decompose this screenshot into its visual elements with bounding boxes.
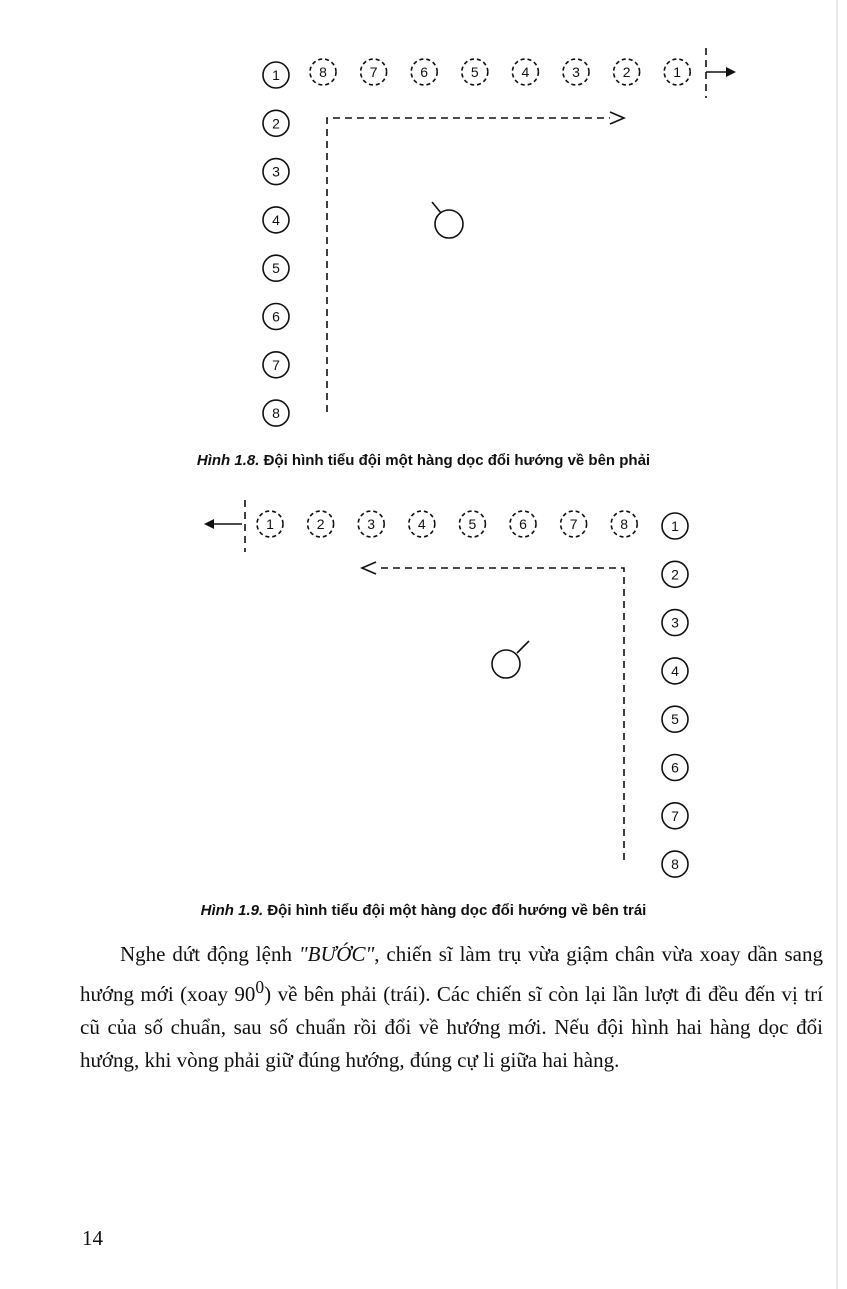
soldier-5-new-position-number: 5 (470, 64, 479, 80)
figure-1-9-diagram (0, 480, 847, 900)
figure-1-8-caption-text: Đội hình tiểu đội một hàng dọc đổi hướng về bên phải (263, 452, 651, 469)
squad-leader-symbol (492, 650, 520, 678)
squad-leader-facing-tick (432, 202, 441, 213)
body-text-pre: Nghe dứt động lệnh (120, 942, 299, 966)
soldier-5-new-position-number: 5 (468, 516, 477, 532)
body-text-post: ) về bên phải (trái). Các chiến sĩ còn lại lần lượt đi đều đến vị trí cũ của số chuẩn, sau số chuẩn rồi đổi về hướng mới. Nếu đội hình hai hàng dọc đổi hướng, khi vòng phải giữ đúng hướng, đúng cự li giữa hai hàng. (80, 982, 823, 1072)
soldier-2-new-position-number: 2 (316, 516, 325, 532)
soldier-1-column-number: 1 (272, 67, 280, 83)
figure-1-8-diagram (0, 0, 847, 445)
soldier-1-new-position-number: 1 (673, 64, 682, 80)
soldier-4-new-position-number: 4 (417, 516, 426, 532)
soldier-7-new-position-number: 7 (369, 64, 378, 80)
movement-arrow-head (610, 112, 624, 124)
soldier-4-column-number: 4 (671, 662, 679, 679)
figure-1-8-caption-label: Hình 1.8. (196, 452, 260, 469)
command-word: "BƯỚC" (298, 942, 375, 966)
soldier-1-column-number: 1 (671, 518, 679, 534)
soldier-7-column-number: 7 (671, 807, 679, 824)
soldier-6-new-position-number: 6 (519, 516, 527, 532)
soldier-3-new-position-number: 3 (367, 516, 376, 532)
soldier-6-column-number: 6 (671, 759, 679, 776)
facing-arrow-head (726, 67, 736, 77)
soldier-5-column-number: 5 (671, 711, 679, 728)
soldier-3-column-number: 3 (272, 163, 280, 180)
soldier-8-column-number: 8 (272, 405, 280, 422)
figure-1-9-caption-label: Hình 1.9. (200, 902, 264, 919)
soldier-4-column-number: 4 (272, 211, 280, 228)
soldier-5-column-number: 5 (272, 260, 280, 277)
soldier-1-new-position-number: 1 (266, 516, 274, 532)
soldier-6-new-position-number: 6 (420, 64, 429, 80)
movement-arrow-head (362, 562, 376, 574)
figure-1-9-caption (0, 902, 847, 919)
soldier-7-new-position-number: 7 (569, 516, 578, 532)
facing-arrow-head (204, 519, 214, 529)
soldier-3-new-position-number: 3 (572, 64, 580, 80)
soldier-2-column-number: 2 (272, 115, 280, 132)
movement-path (327, 118, 610, 412)
soldier-8-new-position-number: 8 (319, 64, 327, 80)
degree-superscript: 0 (255, 977, 265, 997)
squad-leader-symbol (435, 210, 463, 238)
soldier-3-column-number: 3 (671, 614, 679, 631)
squad-leader-facing-tick (517, 641, 529, 653)
soldier-8-new-position-number: 8 (620, 516, 629, 532)
body-text-mid: , chiến sĩ làm trụ vừa giậm chân vừa xoay dần sang hướng mới (xoay 90 (80, 942, 823, 1006)
body-paragraph (80, 938, 823, 1077)
movement-path (376, 568, 624, 860)
page-number: 14 (82, 1226, 103, 1250)
figure-1-9-caption-text: Đội hình tiểu đội một hàng dọc đổi hướng về bên trái (267, 902, 647, 919)
scan-edge-line (836, 0, 838, 1289)
soldier-4-new-position-number: 4 (521, 64, 530, 80)
soldier-2-column-number: 2 (671, 566, 679, 583)
soldier-8-column-number: 8 (671, 856, 679, 873)
soldier-6-column-number: 6 (272, 308, 280, 325)
figure-1-8-caption (0, 452, 847, 469)
soldier-7-column-number: 7 (272, 356, 280, 373)
soldier-2-new-position-number: 2 (622, 64, 631, 80)
